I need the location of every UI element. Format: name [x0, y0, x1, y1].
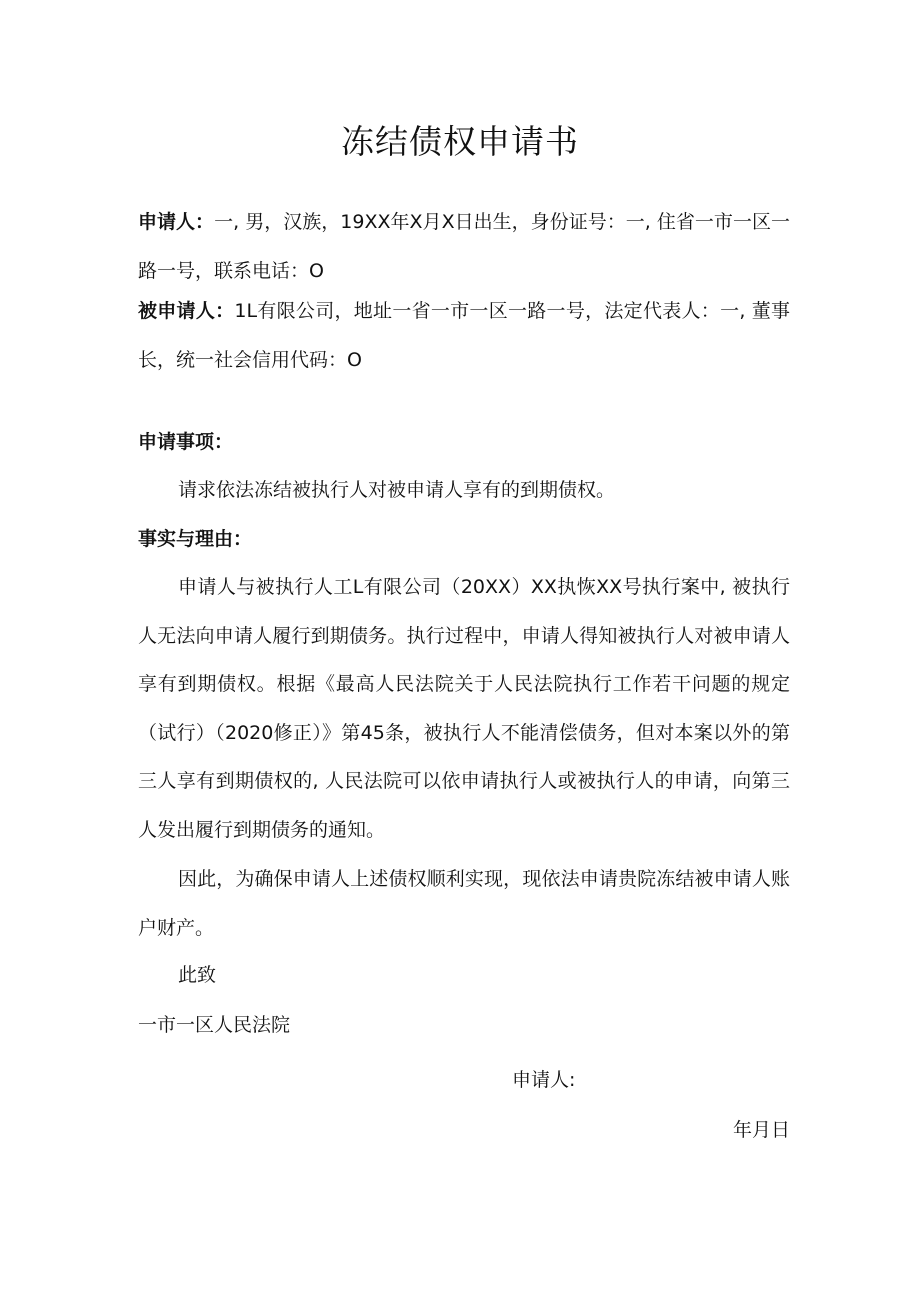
applicant-text: 一, 男，汉族，19XX年X月X日出生，身份证号：一, 住省一市一区一路一号，联系电话：O	[138, 211, 790, 282]
respondent-label: 被申请人：	[138, 300, 235, 322]
respondent-info	[138, 287, 790, 384]
facts-heading: 事实与理由：	[138, 528, 253, 550]
facts-paragraph-2: 因此，为确保申请人上述债权顺利实现，现依法申请贵院冻结被申请人账户财产。	[138, 868, 790, 939]
request-text: 请求依法冻结被执行人对被申请人享有的到期债权。	[178, 479, 616, 501]
document-title: 冻结债权申请书	[341, 122, 579, 161]
signature-label: 申请人:	[512, 1069, 576, 1091]
closing-salutation: 此致	[178, 964, 217, 986]
applicant-info	[138, 198, 790, 295]
facts-paragraph-1: 申请人与被执行人工L有限公司（20XX）XX执恢XX号执行案中, 被执行人无法向申请人履行到期债务。执行过程中，申请人得知被执行人对被申请人享有到期债权。根据《最高人民法院关于人民法院执行工作若干问题的规定（试行）（2020修正）》第45条，被执行人不能清偿债务，但对本案以外的第三人享有到期债权的, 人民法院可以依申请执行人或被执行人的申请，向第三人发出履行到期债务的通知。	[138, 576, 790, 841]
court-name: 一市一区人民法院	[138, 1014, 291, 1036]
applicant-label: 申请人：	[138, 211, 215, 233]
date-label: 年月日	[732, 1119, 790, 1141]
request-heading: 申请事项：	[138, 431, 234, 453]
respondent-text: 1L有限公司，地址一省一市一区一路一号，法定代表人：一, 董事长，统一社会信用代码：O	[138, 300, 790, 371]
